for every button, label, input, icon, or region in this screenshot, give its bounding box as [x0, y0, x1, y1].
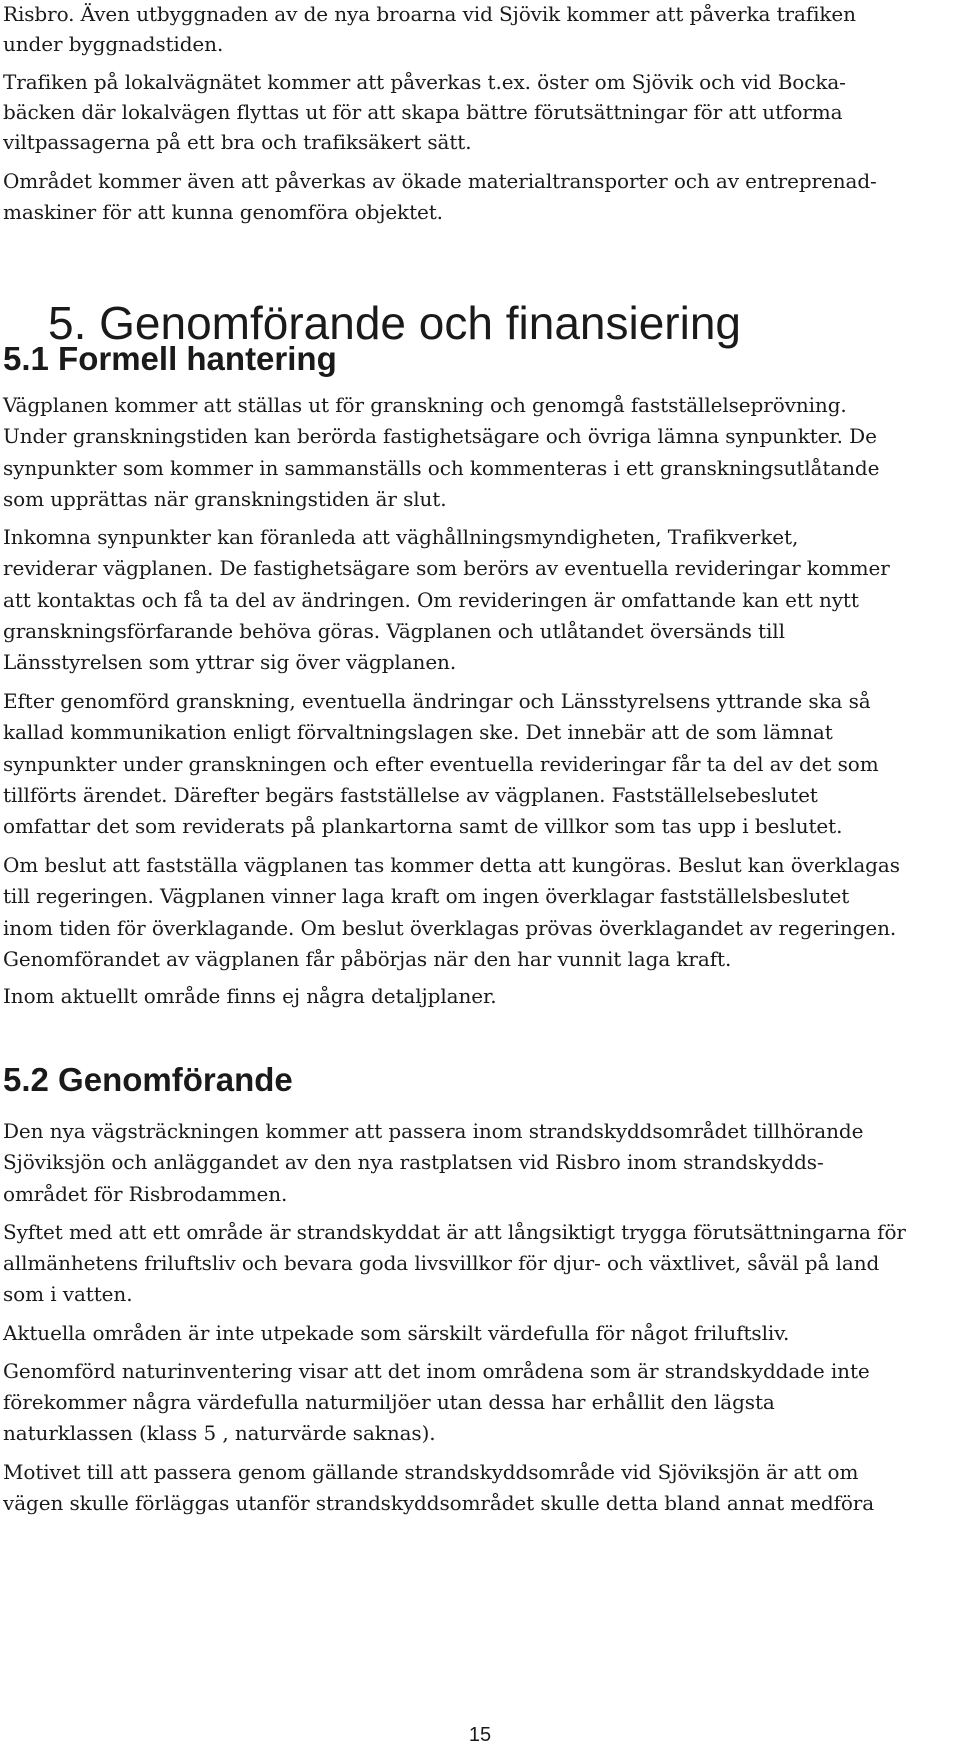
section-heading-genomforande: 5.2 Genomförande	[3, 1061, 293, 1098]
text-line: synpunkter som kommer in sammanställs och kommenteras i ett granskningsutlåtande	[3, 456, 880, 480]
text-line: Länsstyrelsen som yttrar sig över vägplanen.	[3, 650, 457, 674]
text-line: Syftet med att ett område är strandskyddat är att långsiktigt trygga förutsättningarna för	[3, 1220, 906, 1244]
text-line: Trafiken på lokalvägnätet kommer att påverkas t.ex. öster om Sjövik och vid Bocka-	[3, 70, 846, 94]
text-line: under byggnadstiden.	[3, 32, 224, 56]
text-line: naturklassen (klass 5 , naturvärde saknas).	[3, 1421, 436, 1445]
text-line: Aktuella områden är inte utpekade som särskilt värdefulla för något friluftsliv.	[3, 1321, 790, 1345]
text-line: Om beslut att fastställa vägplanen tas kommer detta att kungöras. Beslut kan överklagas	[3, 853, 900, 877]
text-line: kallad kommunikation enligt förvaltningslagen ske. Det innebär att de som lämnat	[3, 720, 833, 744]
text-line: Området kommer även att påverkas av ökade materialtransporter och av entreprenad-	[3, 169, 877, 193]
chapter-heading: 5. Genomförande och finansiering	[48, 297, 741, 349]
text-line: granskningsförfarande behöva göras. Vägplanen och utlåtandet översänds till	[3, 619, 785, 643]
text-line: att kontaktas och få ta del av ändringen. Om revideringen är omfattande kan ett nytt	[3, 588, 859, 612]
text-line: Motivet till att passera genom gällande strandskyddsområde vid Sjöviksjön är att om	[3, 1460, 859, 1484]
text-line: Den nya vägsträckningen kommer att passera inom strandskyddsområdet tillhörande	[3, 1119, 864, 1143]
page-number: 15	[468, 1724, 492, 1746]
text-line: vägen skulle förläggas utanför strandskyddsområdet skulle detta bland annat medföra	[3, 1491, 875, 1515]
text-line: omfattar det som reviderats på plankartorna samt de villkor som tas upp i beslutet.	[3, 814, 843, 838]
text-line: Efter genomförd granskning, eventuella ändringar och Länsstyrelsens yttrande ska så	[3, 689, 871, 713]
text-line: Inkomna synpunkter kan föranleda att väghållningsmyndigheten, Trafikverket,	[3, 525, 799, 549]
text-line: inom tiden för överklagande. Om beslut överklagas prövas överklagandet av regeringen.	[3, 916, 897, 940]
text-line: maskiner för att kunna genomföra objektet.	[3, 200, 443, 224]
text-line: Under granskningstiden kan berörda fastighetsägare och övriga lämna synpunkter. De	[3, 424, 877, 448]
text-line: synpunkter under granskningen och efter eventuella revideringar får ta del av det som	[3, 752, 879, 776]
text-line: förekommer några värdefulla naturmiljöer utan dessa har erhållit den lägsta	[3, 1390, 775, 1414]
text-line: som i vatten.	[3, 1282, 133, 1306]
text-line: som upprättas när granskningstiden är slut.	[3, 487, 447, 511]
text-line: viltpassagerna på ett bra och trafiksäkert sätt.	[3, 130, 472, 154]
text-line: Sjöviksjön och anläggandet av den nya rastplatsen vid Risbro inom strandskydds-	[3, 1150, 824, 1174]
text-line: Risbro. Även utbyggnaden av de nya broarna vid Sjövik kommer att påverka trafiken	[3, 2, 856, 26]
section-heading-formell-hantering: 5.1 Formell hantering	[3, 340, 337, 377]
text-line: bäcken där lokalvägen flyttas ut för att skapa bättre förutsättningar för att utforma	[3, 100, 843, 124]
text-line: Vägplanen kommer att ställas ut för granskning och genomgå fastställelseprövning.	[3, 393, 847, 417]
text-line: reviderar vägplanen. De fastighetsägare som berörs av eventuella revideringar kommer	[3, 556, 890, 580]
text-line: till regeringen. Vägplanen vinner laga kraft om ingen överklagar fastställelsbeslutet	[3, 884, 850, 908]
text-line: området för Risbrodammen.	[3, 1182, 288, 1206]
text-line: Genomförd naturinventering visar att det inom områdena som är strandskyddade inte	[3, 1359, 870, 1383]
text-line: Genomförandet av vägplanen får påbörjas när den har vunnit laga kraft.	[3, 947, 732, 971]
text-line: allmänhetens friluftsliv och bevara goda livsvillkor för djur- och växtlivet, såväl på land	[3, 1251, 880, 1275]
text-line: tillförts ärendet. Därefter begärs fastställelse av vägplanen. Fastställelsebeslutet	[3, 783, 818, 807]
text-line: Inom aktuellt område finns ej några detaljplaner.	[3, 984, 497, 1008]
